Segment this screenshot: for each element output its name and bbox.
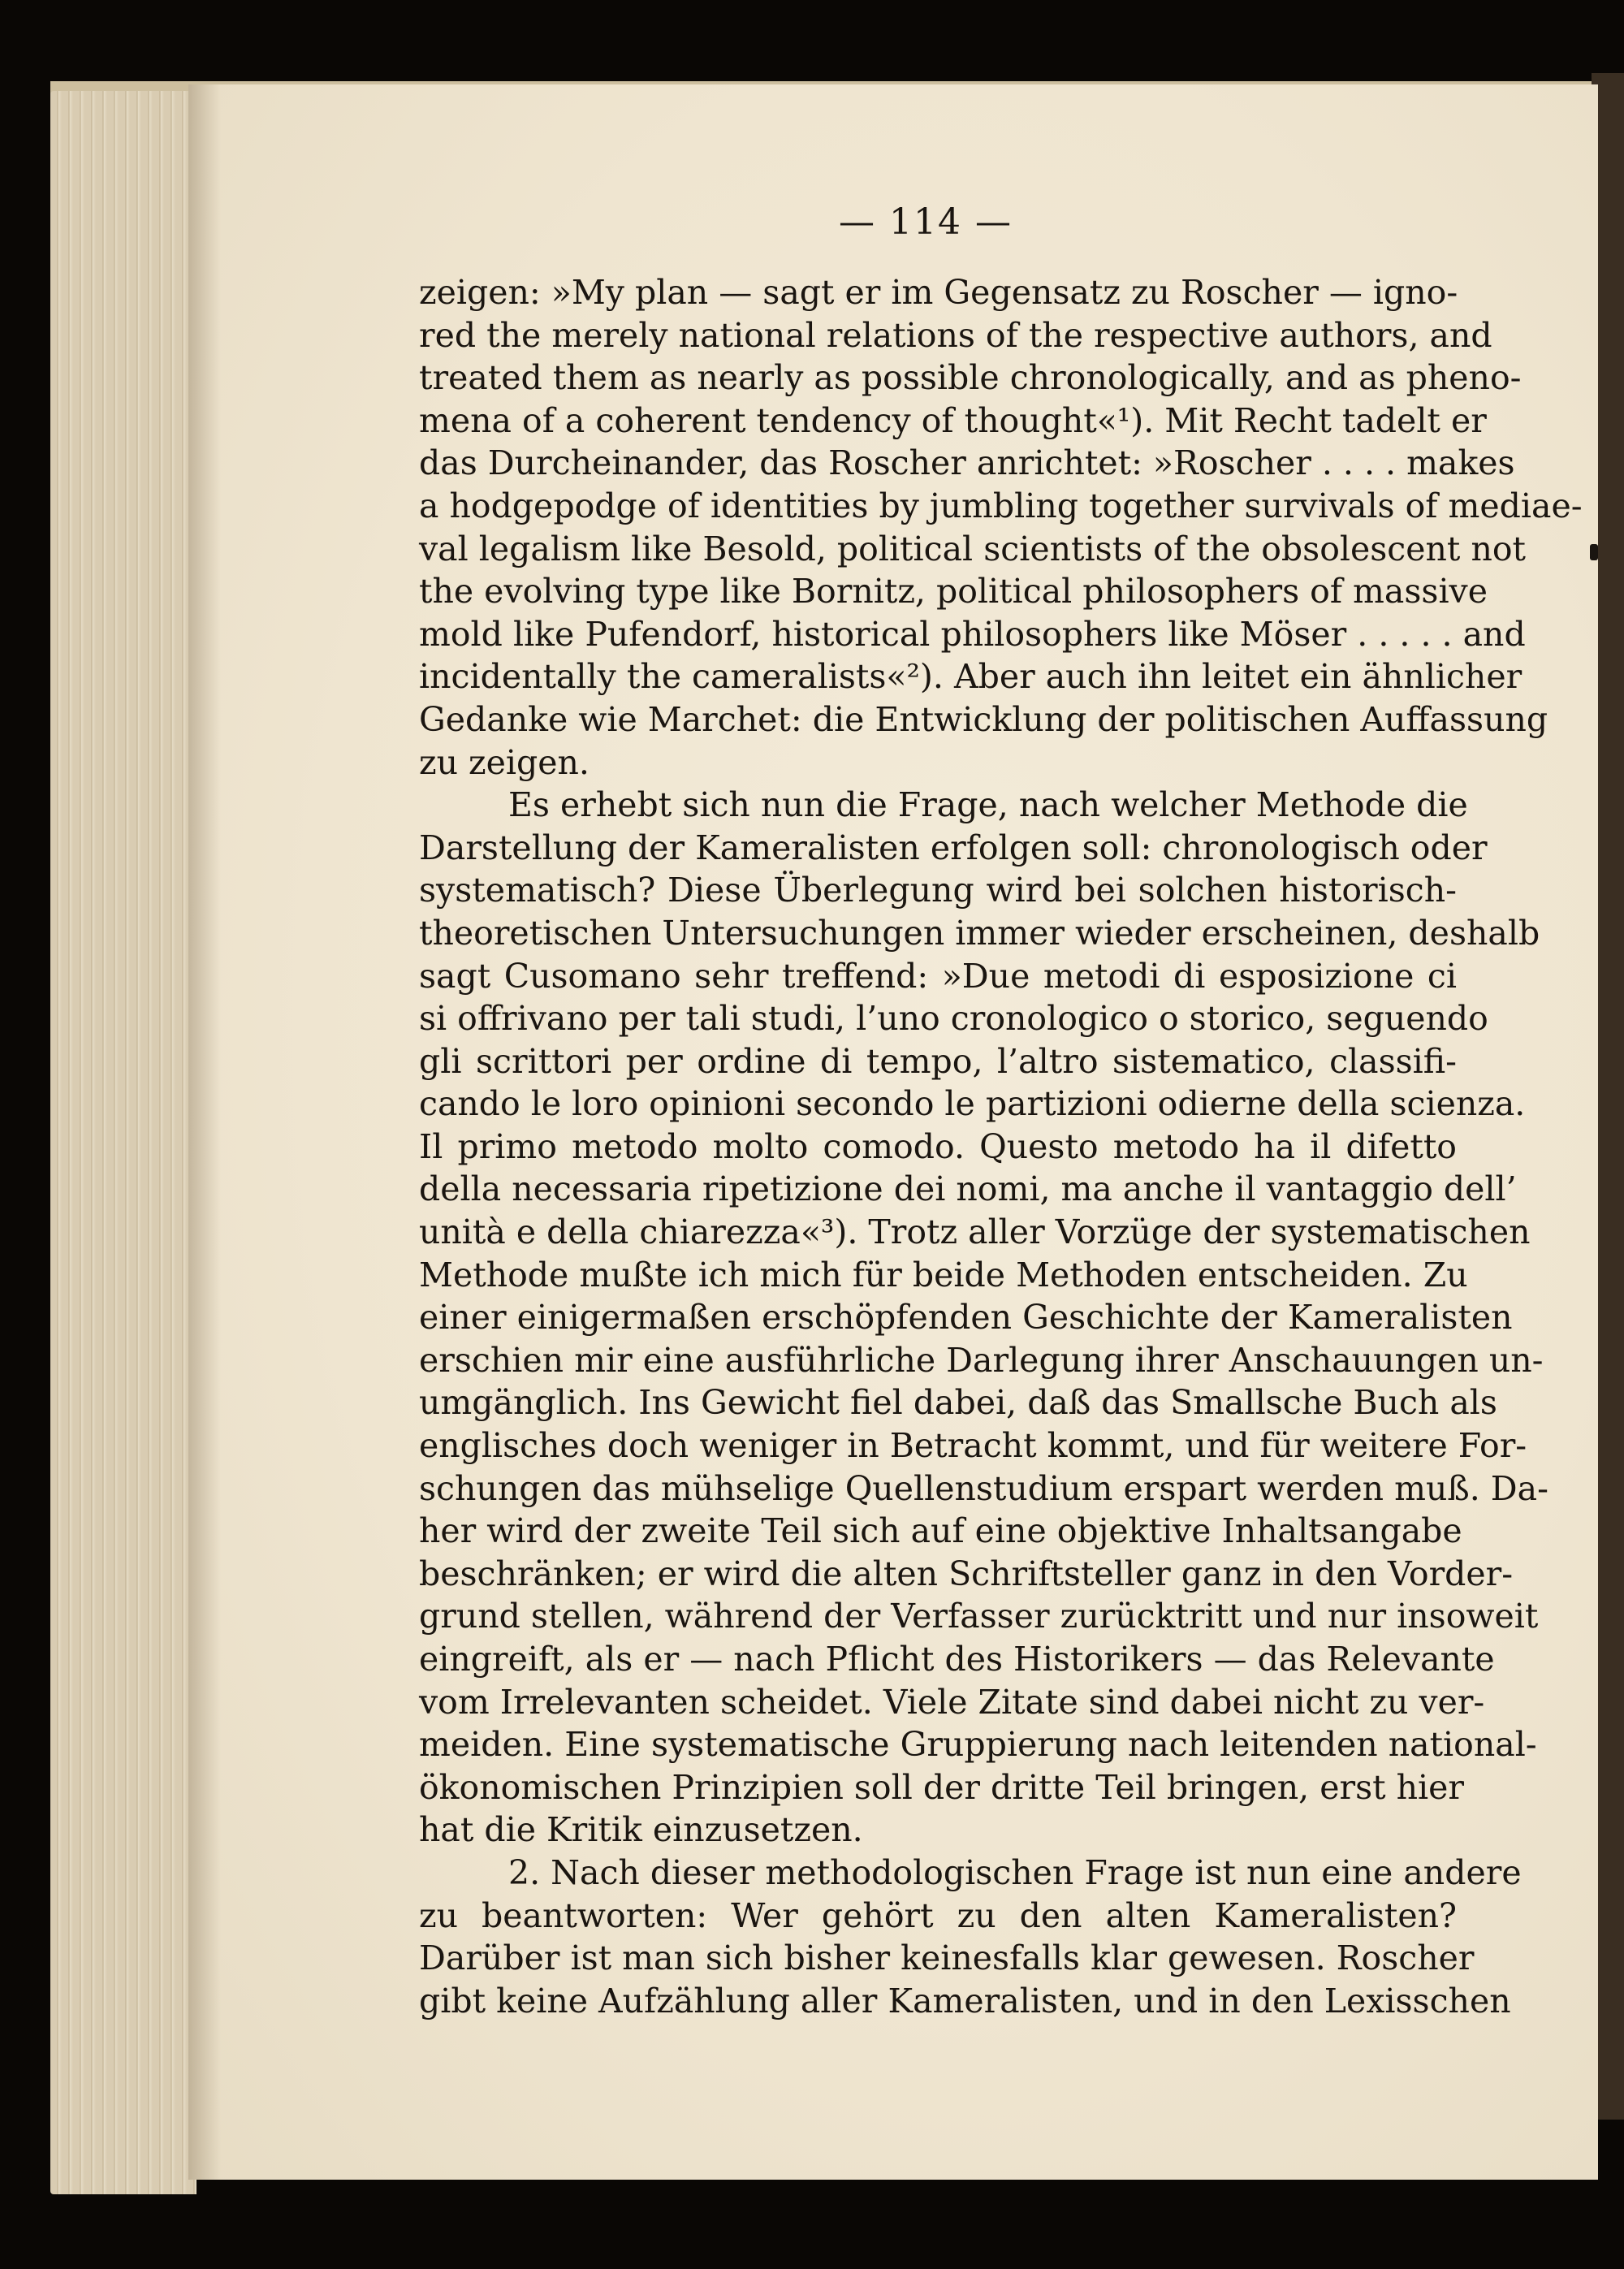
text-line: cando le loro opinioni secondo le partizioni odierne della scienza.: [419, 1084, 1526, 1124]
text-line: theoretischen Untersuchungen immer wieder erscheinen, deshalb: [419, 913, 1540, 953]
page-number: — 114 —: [839, 201, 1013, 243]
text-line: grund stellen, während der Verfasser zurücktritt und nur insoweit: [419, 1597, 1539, 1636]
body-text: [419, 271, 1583, 2022]
text-line: sagt Cusomano sehr treffend: »Due metodi di esposizione ci: [419, 956, 1457, 996]
text-line: gibt keine Aufzählung aller Kameralisten, und in den Lexisschen: [419, 1981, 1511, 2020]
text-line: Darüber ist man sich bisher keinesfalls klar gewesen. Roscher: [419, 1938, 1475, 1978]
text-line: mena of a coherent tendency of thought«¹). Mit Recht tadelt er: [419, 400, 1487, 440]
text-line: unità e della chiarezza«³). Trotz aller Vorzüge der systematischen: [419, 1212, 1531, 1252]
text-line: the evolving type like Bornitz, political philosophers of massive: [419, 572, 1488, 612]
text-line: zeigen: »My plan — sagt er im Gegensatz zu Roscher — igno-: [419, 273, 1458, 312]
text-line: Gedanke wie Marchet: die Entwicklung der politischen Auffassung: [419, 699, 1548, 739]
text-line: englisches doch weniger in Betracht kommt, und für weitere For-: [419, 1426, 1527, 1466]
text-line: schungen das mühselige Quellenstudium erspart werden muß. Da-: [419, 1468, 1548, 1508]
text-line: systematisch? Diese Überlegung wird bei solchen historisch-: [419, 871, 1457, 910]
text-line: red the merely national relations of the respective authors, and: [419, 315, 1492, 355]
text-line: einer einigermaßen erschöpfenden Geschichte der Kameralisten: [419, 1298, 1513, 1338]
text-line: umgänglich. Ins Gewicht fiel dabei, daß das Smallsche Buch als: [419, 1383, 1497, 1423]
text-line: Darstellung der Kameralisten erfolgen soll: chronologisch oder: [419, 828, 1488, 867]
text-line: gli scrittori per ordine di tempo, l’altro sistematico, classifi-: [419, 1041, 1457, 1081]
text-line: ökonomischen Prinzipien soll der dritte Teil bringen, erst hier: [419, 1767, 1465, 1807]
paragraph-start: 2. Nach dieser methodologischen Frage ist nun eine andere: [508, 1852, 1522, 1892]
text-line: eingreift, als er — nach Pflicht des Historikers — das Relevante: [419, 1640, 1495, 1679]
text-line: della necessaria ripetizione dei nomi, ma anche il vantaggio dell’: [419, 1169, 1517, 1209]
text-line: das Durcheinander, das Roscher anrichtet: »Roscher . . . . makes: [419, 443, 1515, 483]
text-line: mold like Pufendorf, historical philosophers like Möser . . . . . and: [419, 614, 1526, 654]
margin-mark: [1590, 544, 1598, 560]
text-line: a hodgepodge of identities by jumbling together survivals of mediae-: [419, 486, 1583, 525]
text-line: incidentally the cameralists«²). Aber auch ihn leitet ein ähnlicher: [419, 657, 1522, 697]
text-line: meiden. Eine systematische Gruppierung nach leitenden national-: [419, 1725, 1537, 1765]
text-line: erschien mir eine ausführliche Darlegung ihrer Anschauungen un-: [419, 1340, 1544, 1380]
page-stack-edge: [50, 91, 197, 2194]
text-line: treated them as nearly as possible chronologically, and as pheno-: [419, 358, 1522, 398]
text-line: Il primo metodo molto comodo. Questo metodo ha il difetto: [419, 1126, 1457, 1166]
paragraph-start: Es erhebt sich nun die Frage, nach welcher Methode die: [508, 785, 1468, 825]
text-line: her wird der zweite Teil sich auf eine objektive Inhaltsangabe: [419, 1511, 1462, 1551]
gutter-shadow: [188, 84, 221, 2180]
text-line: zu zeigen.: [419, 742, 590, 782]
text-line: vom Irrelevanten scheidet. Viele Zitate sind dabei nicht zu ver-: [419, 1682, 1485, 1722]
text-line: beschränken; er wird die alten Schriftsteller ganz in den Vorder-: [419, 1554, 1514, 1593]
text-line: zu beantworten: Wer gehört zu den alten Kameralisten?: [419, 1895, 1457, 1935]
text-line: val legalism like Besold, political scientists of the obsolescent not: [419, 529, 1527, 568]
text-line: Methode mußte ich mich für beide Methoden entscheiden. Zu: [419, 1255, 1468, 1294]
text-line: si offrivano per tali studi, l’uno cronologico o storico, seguendo: [419, 999, 1488, 1039]
text-line: hat die Kritik einzusetzen.: [419, 1810, 863, 1850]
